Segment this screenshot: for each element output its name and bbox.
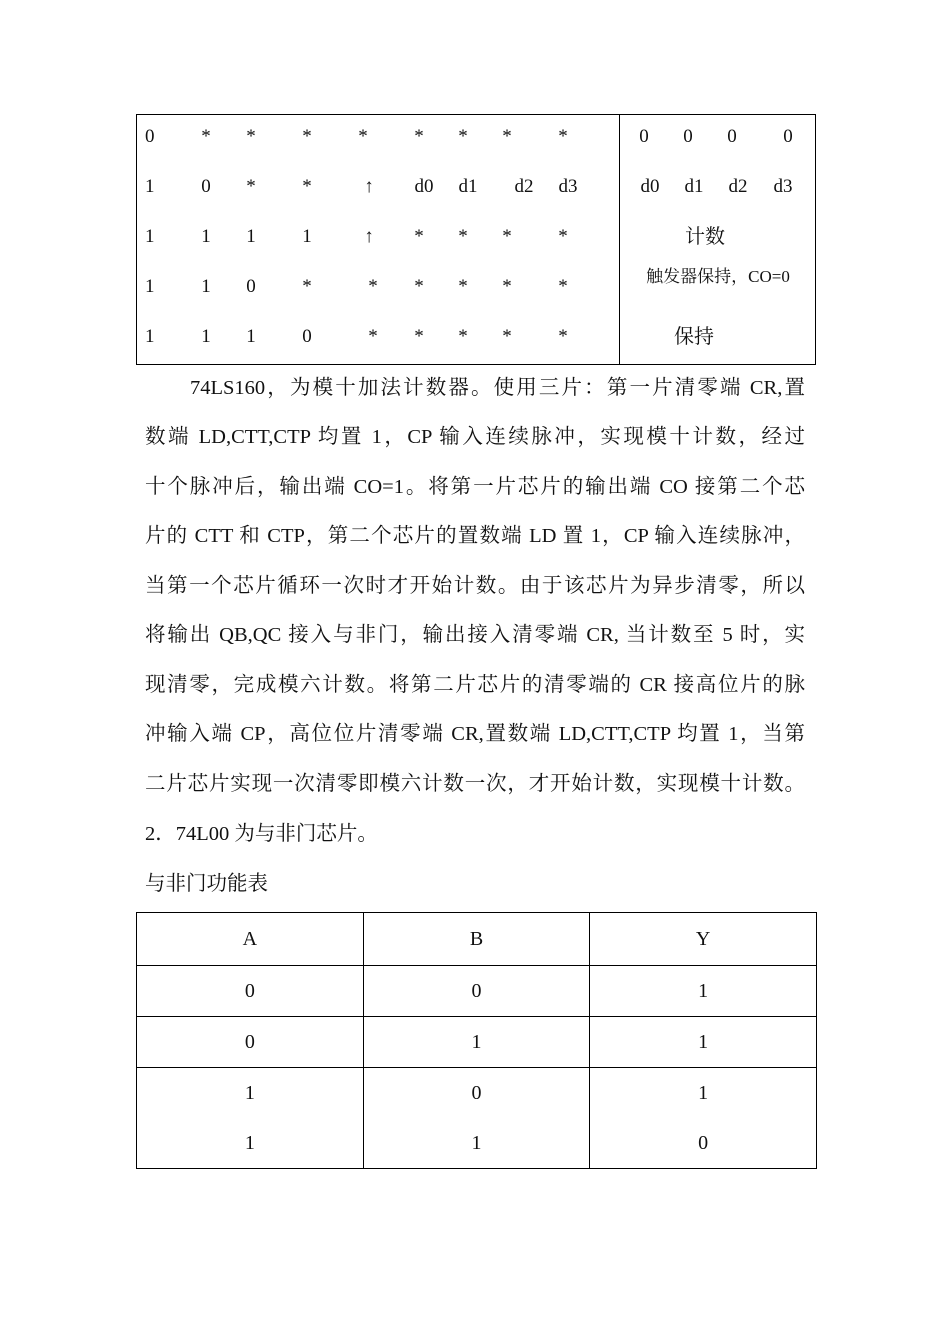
paragraph-line: 冲输入端 CP，高位位片清零端 CR,置数端 LD,CTT,CTP 均置 1，当第 xyxy=(145,723,805,745)
table-cell: 0 xyxy=(783,126,793,147)
table-cell: * xyxy=(358,126,368,147)
table-cell: * xyxy=(458,326,468,347)
table-cell: * xyxy=(558,326,568,347)
table-cell: 1 xyxy=(302,226,312,247)
column-header: B xyxy=(363,913,590,966)
table-cell: 1 xyxy=(145,226,155,247)
table-cell: * xyxy=(414,276,424,297)
table-cell: 0 xyxy=(683,126,693,147)
table-row xyxy=(137,966,817,1017)
table-row xyxy=(137,1017,817,1068)
table-cell-status: 计数 xyxy=(685,226,725,248)
function-table xyxy=(136,114,816,365)
table-cell: 1 xyxy=(201,226,211,247)
paragraph-line: 十个脉冲后，输出端 CO=1。将第一片芯片的输出端 CO 接第二个芯 xyxy=(145,476,805,498)
table-divider xyxy=(619,115,620,364)
table-cell: d0 xyxy=(414,176,434,197)
table-cell: * xyxy=(458,276,468,297)
table-cell: 1 xyxy=(145,276,155,297)
table-cell-group xyxy=(363,1068,590,1169)
table-cell: 1 xyxy=(201,276,211,297)
table-cell: 0 xyxy=(145,126,155,147)
table-cell: 1 xyxy=(590,1017,817,1068)
table-cell: * xyxy=(302,126,312,147)
table-cell: 1 xyxy=(201,326,211,347)
table-cell: d3 xyxy=(558,176,578,197)
table-cell: 0 xyxy=(727,126,737,147)
table-caption: 与非门功能表 xyxy=(145,873,268,895)
table-cell: 0 xyxy=(302,326,312,347)
table-cell: 1 xyxy=(471,1132,482,1154)
column-header: Y xyxy=(590,913,817,966)
table-cell: d1 xyxy=(458,176,478,197)
table-cell: * xyxy=(246,126,256,147)
table-cell: * xyxy=(502,126,512,147)
table-cell: 1 xyxy=(145,176,155,197)
table-cell: * xyxy=(414,226,424,247)
table-cell: * xyxy=(502,276,512,297)
table-cell: 1 xyxy=(698,1082,709,1104)
nand-truth-table xyxy=(136,912,817,1169)
table-cell: 0 xyxy=(698,1132,709,1154)
table-cell: 1 xyxy=(363,1017,590,1068)
table-cell: * xyxy=(458,226,468,247)
table-cell: * xyxy=(302,276,312,297)
paragraph-line: 二片芯片实现一次清零即模六计数一次，才开始计数，实现模十计数。 xyxy=(145,773,805,795)
table-cell: * xyxy=(558,226,568,247)
table-cell: 0 xyxy=(137,966,364,1017)
table-cell: 1 xyxy=(246,326,256,347)
table-cell: * xyxy=(368,276,378,297)
table-cell: 0 xyxy=(246,276,256,297)
table-cell: * xyxy=(558,126,568,147)
table-cell: * xyxy=(302,176,312,197)
table-cell: d1 xyxy=(684,176,704,197)
table-cell: * xyxy=(458,126,468,147)
table-cell: 1 xyxy=(244,1132,255,1154)
table-cell: 0 xyxy=(137,1017,364,1068)
section-heading: 2．74L00 为与非门芯片。 xyxy=(145,823,378,845)
paragraph-line: 现清零，完成模六计数。将第二片芯片的清零端的 CR 接高位片的脉 xyxy=(145,674,805,696)
paragraph-line: 片的 CTT 和 CTP，第二个芯片的置数端 LD 置 1，CP 输入连续脉冲， xyxy=(145,525,805,547)
table-cell: 0 xyxy=(363,966,590,1017)
table-cell: * xyxy=(246,176,256,197)
table-cell: * xyxy=(368,326,378,347)
table-cell: * xyxy=(414,126,424,147)
paragraph-line: 将输出 QB,QC 接入与非门，输出接入清零端 CR, 当计数至 5 时，实 xyxy=(145,624,805,646)
table-cell: 0 xyxy=(471,1082,482,1104)
table-cell: 0 xyxy=(639,126,649,147)
table-cell: * xyxy=(502,326,512,347)
table-header-row xyxy=(137,913,817,966)
table-cell-group xyxy=(590,1068,817,1169)
table-cell: 1 xyxy=(145,326,155,347)
table-cell: * xyxy=(558,276,568,297)
table-cell-status: 保持 xyxy=(674,326,714,348)
table-cell: * xyxy=(201,126,211,147)
column-header: A xyxy=(137,913,364,966)
table-cell-group xyxy=(137,1068,364,1169)
table-cell: 1 xyxy=(246,226,256,247)
table-cell: * xyxy=(502,226,512,247)
table-cell: 1 xyxy=(244,1082,255,1104)
table-cell: 1 xyxy=(590,966,817,1017)
table-cell: d2 xyxy=(728,176,748,197)
table-cell: 0 xyxy=(201,176,211,197)
paragraph-line: 当第一个芯片循环一次时才开始计数。由于该芯片为异步清零，所以 xyxy=(145,575,805,597)
table-cell: ↑ xyxy=(364,176,374,197)
table-cell: d2 xyxy=(514,176,534,197)
table-cell: d3 xyxy=(773,176,793,197)
table-row xyxy=(137,1068,817,1169)
table-cell-status: 触发器保持，CO=0 xyxy=(646,267,790,286)
table-cell: * xyxy=(414,326,424,347)
table-cell: ↑ xyxy=(364,226,374,247)
paragraph-line: 74LS160，为模十加法计数器。使用三片：第一片清零端 CR,置 xyxy=(190,377,805,399)
paragraph-line: 数端 LD,CTT,CTP 均置 1，CP 输入连续脉冲，实现模十计数，经过 xyxy=(145,426,805,448)
table-cell: d0 xyxy=(640,176,660,197)
